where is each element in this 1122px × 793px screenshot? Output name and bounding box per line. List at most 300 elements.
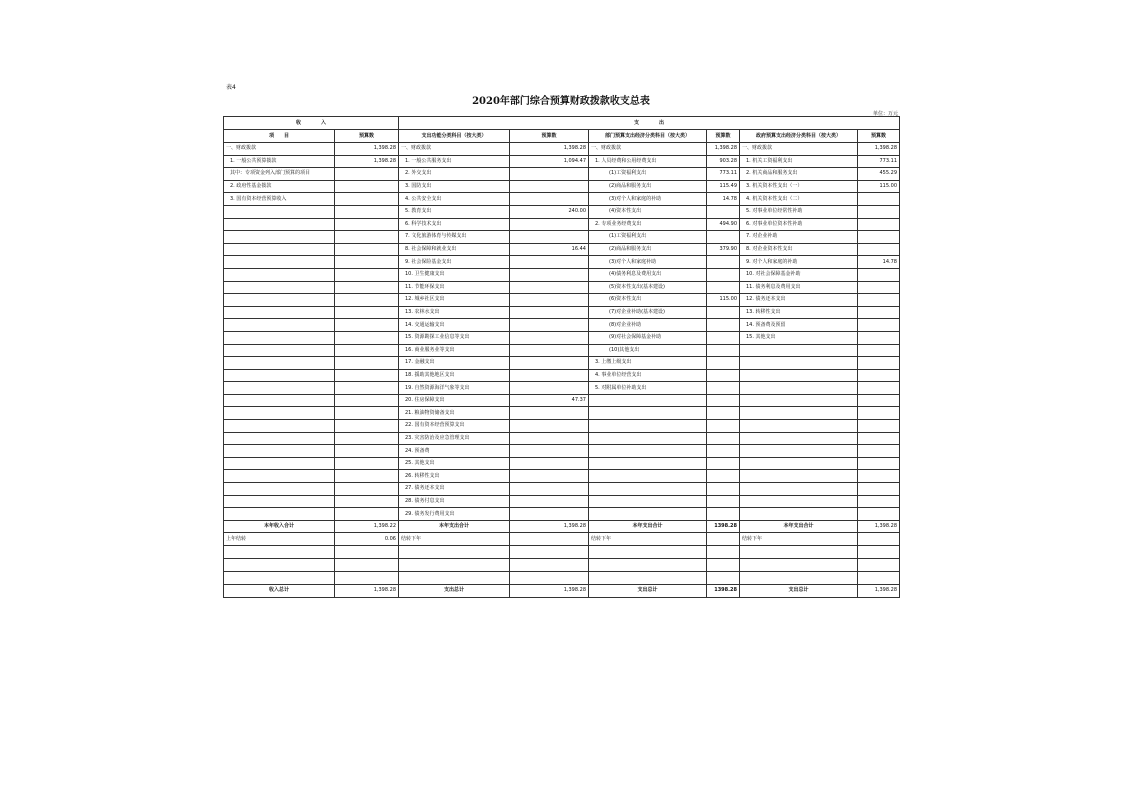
func-value <box>510 344 589 357</box>
gov-econ-value <box>858 470 900 483</box>
table-row <box>224 143 900 156</box>
func-item: 19. 自然资源海洋气象等支出 <box>399 382 510 395</box>
income-item <box>224 495 335 508</box>
income-item <box>224 369 335 382</box>
total-value: 1,398.28 <box>858 520 900 533</box>
income-item <box>224 432 335 445</box>
gov-econ-value <box>858 420 900 433</box>
table-row <box>224 369 900 382</box>
income-value <box>335 470 399 483</box>
dept-econ-value <box>707 483 740 496</box>
gov-econ-value: 455.29 <box>858 168 900 181</box>
dept-econ-value <box>707 344 740 357</box>
gov-econ-item <box>740 420 858 433</box>
func-value <box>510 483 589 496</box>
dept-econ-value: 115.49 <box>707 180 740 193</box>
income-item: 1. 一般公共预算拨款 <box>224 155 335 168</box>
dept-econ-item: (2)商品和服务支出 <box>589 180 707 193</box>
income-item <box>224 470 335 483</box>
table-tag: 表4 <box>226 84 236 91</box>
income-value <box>335 357 399 370</box>
func-item: 17. 金融支出 <box>399 357 510 370</box>
carry-label: 结转下年 <box>589 533 707 546</box>
func-value <box>510 457 589 470</box>
dept-econ-value <box>707 231 740 244</box>
income-item <box>224 218 335 231</box>
func-item: 一、财政拨款 <box>399 143 510 156</box>
table-row <box>224 281 900 294</box>
table-row <box>224 457 900 470</box>
table-row <box>224 155 900 168</box>
func-value: 1,398.28 <box>510 143 589 156</box>
dept-econ-item <box>589 407 707 420</box>
dept-econ-item <box>589 457 707 470</box>
income-value <box>335 420 399 433</box>
func-value <box>510 268 589 281</box>
income-item <box>224 205 335 218</box>
income-item: 一、财政拨款 <box>224 143 335 156</box>
total-label: 本年收入合计 <box>224 520 335 533</box>
income-value <box>335 407 399 420</box>
gov-econ-item: 15. 其他支出 <box>740 331 858 344</box>
table-row <box>224 268 900 281</box>
gov-econ-value: 773.11 <box>858 155 900 168</box>
income-value <box>335 432 399 445</box>
gov-econ-item: 11. 债务利息及费用支出 <box>740 281 858 294</box>
func-item: 15. 资源勘探工业信息等支出 <box>399 331 510 344</box>
func-item: 11. 节能环保支出 <box>399 281 510 294</box>
gov-econ-item <box>740 394 858 407</box>
func-value: 47.37 <box>510 394 589 407</box>
dept-econ-value: 903.28 <box>707 155 740 168</box>
income-value <box>335 268 399 281</box>
dept-econ-value <box>707 357 740 370</box>
func-value <box>510 193 589 206</box>
total-label: 本年支出合计 <box>740 520 858 533</box>
func-item: 23. 灾害防治及应急管理支出 <box>399 432 510 445</box>
gov-econ-value: 14.78 <box>858 256 900 269</box>
gov-econ-item: 5. 对事业单位经常性补助 <box>740 205 858 218</box>
gov-econ-item <box>740 369 858 382</box>
table-row <box>224 432 900 445</box>
dept-econ-item: 2. 专项业务经费支出 <box>589 218 707 231</box>
func-value <box>510 306 589 319</box>
income-item <box>224 256 335 269</box>
dept-econ-value <box>707 268 740 281</box>
grand-total-value: 1,398.28 <box>335 585 399 598</box>
dept-econ-value <box>707 445 740 458</box>
func-value <box>510 218 589 231</box>
income-value <box>335 281 399 294</box>
dept-econ-value <box>707 495 740 508</box>
income-item <box>224 319 335 332</box>
dept-econ-item <box>589 445 707 458</box>
dept-econ-item: (2)商品和服务支出 <box>589 243 707 256</box>
gov-econ-value <box>858 432 900 445</box>
blank-row <box>224 559 900 572</box>
func-value <box>510 508 589 521</box>
income-value <box>335 319 399 332</box>
table-row <box>224 420 900 433</box>
income-item <box>224 394 335 407</box>
group-header-row <box>224 117 900 130</box>
func-item: 5. 教育支出 <box>399 205 510 218</box>
dept-econ-item: (5)资本性支出(基本建设) <box>589 281 707 294</box>
func-item: 8. 社会保障和就业支出 <box>399 243 510 256</box>
table-row <box>224 256 900 269</box>
unit-label: 单位：万元 <box>872 111 898 117</box>
income-value <box>335 306 399 319</box>
income-value <box>335 180 399 193</box>
func-item: 10. 卫生健康支出 <box>399 268 510 281</box>
income-value <box>335 495 399 508</box>
table-row <box>224 180 900 193</box>
gov-econ-value <box>858 218 900 231</box>
gov-econ-item <box>740 483 858 496</box>
dept-econ-value <box>707 508 740 521</box>
budget-summary-table <box>223 116 900 598</box>
gov-econ-value <box>858 495 900 508</box>
dept-econ-value <box>707 205 740 218</box>
func-item: 22. 国有资本经营预算支出 <box>399 420 510 433</box>
blank-row <box>224 546 900 559</box>
income-value <box>335 243 399 256</box>
table-body <box>224 143 900 521</box>
income-value <box>335 205 399 218</box>
func-item: 25. 其他支出 <box>399 457 510 470</box>
carry-over-row <box>224 533 900 546</box>
carry-label: 结转下年 <box>399 533 510 546</box>
income-value <box>335 483 399 496</box>
func-value <box>510 495 589 508</box>
gov-econ-value <box>858 231 900 244</box>
func-value <box>510 432 589 445</box>
total-label: 本年支出合计 <box>399 520 510 533</box>
gov-econ-item <box>740 495 858 508</box>
table-row <box>224 470 900 483</box>
dept-econ-value: 379.90 <box>707 243 740 256</box>
total-value: 1,398.28 <box>510 520 589 533</box>
func-item: 7. 文化旅游体育与传媒支出 <box>399 231 510 244</box>
dept-econ-value: 773.11 <box>707 168 740 181</box>
dept-econ-item: (8)对企业补助 <box>589 319 707 332</box>
income-item: 3. 国有资本经营预算收入 <box>224 193 335 206</box>
dept-econ-value <box>707 470 740 483</box>
table-row <box>224 357 900 370</box>
budget-header: 预算数 <box>707 130 740 143</box>
gov-econ-item <box>740 457 858 470</box>
gov-econ-value <box>858 268 900 281</box>
dept-econ-item <box>589 420 707 433</box>
item-header: 项 目 <box>224 130 335 143</box>
expense-group-header: 支 出 <box>399 117 900 130</box>
carry-value: 0.06 <box>335 533 399 546</box>
income-item: 其中：专项资金列入部门预算的项目 <box>224 168 335 181</box>
table-row <box>224 168 900 181</box>
func-value <box>510 407 589 420</box>
gov-econ-item: 13. 转移性支出 <box>740 306 858 319</box>
dept-econ-value <box>707 457 740 470</box>
income-item <box>224 357 335 370</box>
func-item: 12. 城乡社区支出 <box>399 294 510 307</box>
gov-econ-value <box>858 457 900 470</box>
table-row <box>224 407 900 420</box>
income-item <box>224 243 335 256</box>
income-value <box>335 394 399 407</box>
dept-econ-item: 3. 上缴上级支出 <box>589 357 707 370</box>
dept-econ-value <box>707 432 740 445</box>
dept-econ-value <box>707 319 740 332</box>
dept-econ-category-header: 部门预算支出经济分类科目（按大类） <box>589 130 707 143</box>
dept-econ-value: 494.90 <box>707 218 740 231</box>
carry-value <box>707 533 740 546</box>
func-value <box>510 382 589 395</box>
dept-econ-item <box>589 508 707 521</box>
gov-econ-item: 6. 对事业单位资本性补助 <box>740 218 858 231</box>
dept-econ-value <box>707 382 740 395</box>
gov-econ-item: 8. 对企业资本性支出 <box>740 243 858 256</box>
func-value <box>510 445 589 458</box>
table-footer <box>224 520 900 597</box>
income-item <box>224 331 335 344</box>
income-value <box>335 193 399 206</box>
income-value <box>335 369 399 382</box>
income-group-header: 收 入 <box>224 117 399 130</box>
table-row <box>224 231 900 244</box>
income-value: 1,398.28 <box>335 155 399 168</box>
budget-header: 预算数 <box>335 130 399 143</box>
func-category-header: 支出功能分类科目（按大类） <box>399 130 510 143</box>
dept-econ-item: (9)对社会保障基金补助 <box>589 331 707 344</box>
grand-total-value: 1,398.28 <box>858 585 900 598</box>
gov-econ-value <box>858 394 900 407</box>
blank-row <box>224 572 900 585</box>
dept-econ-item: (1)工资福利支出 <box>589 231 707 244</box>
income-item <box>224 407 335 420</box>
dept-econ-item: 一、财政拨款 <box>589 143 707 156</box>
dept-econ-item: (4)债务利息及费用支出 <box>589 268 707 281</box>
func-item: 6. 科学技术支出 <box>399 218 510 231</box>
income-item <box>224 306 335 319</box>
func-value <box>510 294 589 307</box>
income-value <box>335 294 399 307</box>
func-item: 9. 社会保险基金支出 <box>399 256 510 269</box>
gov-econ-value <box>858 281 900 294</box>
grand-total-value: 1398.28 <box>707 585 740 598</box>
func-item: 29. 债务发行费用支出 <box>399 508 510 521</box>
income-value <box>335 344 399 357</box>
dept-econ-value <box>707 256 740 269</box>
gov-econ-value <box>858 357 900 370</box>
func-item: 20. 住房保障支出 <box>399 394 510 407</box>
dept-econ-value <box>707 306 740 319</box>
func-item: 2. 外交支出 <box>399 168 510 181</box>
func-item: 16. 商业服务业等支出 <box>399 344 510 357</box>
total-value: 1398.28 <box>707 520 740 533</box>
income-value <box>335 331 399 344</box>
dept-econ-value: 1,398.28 <box>707 143 740 156</box>
table-row <box>224 382 900 395</box>
table-row <box>224 394 900 407</box>
grand-total-label: 支出总计 <box>399 585 510 598</box>
gov-econ-item <box>740 407 858 420</box>
income-item <box>224 483 335 496</box>
grand-total-row <box>224 585 900 598</box>
gov-econ-item <box>740 508 858 521</box>
func-value <box>510 470 589 483</box>
income-value <box>335 382 399 395</box>
dept-econ-value <box>707 420 740 433</box>
gov-econ-item: 12. 债务还本支出 <box>740 294 858 307</box>
income-item: 2. 政府性基金拨款 <box>224 180 335 193</box>
table-row <box>224 218 900 231</box>
gov-econ-item: 9. 对个人和家庭的补助 <box>740 256 858 269</box>
income-value: 1,398.28 <box>335 143 399 156</box>
dept-econ-item: (10)其他支出 <box>589 344 707 357</box>
income-item <box>224 231 335 244</box>
dept-econ-value <box>707 394 740 407</box>
gov-econ-value <box>858 294 900 307</box>
income-item <box>224 294 335 307</box>
grand-total-label: 支出总计 <box>740 585 858 598</box>
func-value <box>510 168 589 181</box>
dept-econ-item <box>589 394 707 407</box>
gov-econ-item <box>740 382 858 395</box>
func-item: 21. 粮油物资储备支出 <box>399 407 510 420</box>
gov-econ-item <box>740 470 858 483</box>
dept-econ-value <box>707 407 740 420</box>
dept-econ-item <box>589 495 707 508</box>
carry-label: 上年结转 <box>224 533 335 546</box>
table-row <box>224 294 900 307</box>
table-row <box>224 445 900 458</box>
gov-econ-value <box>858 369 900 382</box>
gov-econ-item: 4. 机关资本性支出（二） <box>740 193 858 206</box>
table-row <box>224 483 900 496</box>
gov-econ-item: 2. 机关商品和服务支出 <box>740 168 858 181</box>
income-value <box>335 457 399 470</box>
gov-econ-value <box>858 319 900 332</box>
table-row <box>224 319 900 332</box>
carry-value <box>858 533 900 546</box>
budget-header: 预算数 <box>510 130 589 143</box>
table-row <box>224 306 900 319</box>
total-value: 1,398.22 <box>335 520 399 533</box>
func-item: 14. 交通运输支出 <box>399 319 510 332</box>
income-item <box>224 268 335 281</box>
func-value <box>510 231 589 244</box>
income-item <box>224 508 335 521</box>
gov-econ-value: 1,398.28 <box>858 143 900 156</box>
gov-econ-item <box>740 432 858 445</box>
dept-econ-item: 4. 事业单位经营支出 <box>589 369 707 382</box>
gov-econ-value <box>858 243 900 256</box>
table-row <box>224 495 900 508</box>
income-value <box>335 508 399 521</box>
func-item: 1. 一般公共服务支出 <box>399 155 510 168</box>
func-item: 3. 国防支出 <box>399 180 510 193</box>
gov-econ-item: 一、财政拨款 <box>740 143 858 156</box>
income-value <box>335 445 399 458</box>
gov-econ-value <box>858 445 900 458</box>
grand-total-value: 1,398.28 <box>510 585 589 598</box>
grand-total-label: 收入总计 <box>224 585 335 598</box>
func-value <box>510 357 589 370</box>
func-item: 26. 转移性支出 <box>399 470 510 483</box>
year-total-row <box>224 520 900 533</box>
dept-econ-value <box>707 281 740 294</box>
gov-econ-value <box>858 382 900 395</box>
gov-econ-value <box>858 331 900 344</box>
gov-econ-value <box>858 483 900 496</box>
gov-econ-value <box>858 344 900 357</box>
func-value <box>510 369 589 382</box>
dept-econ-item: (7)对企业补助(基本建设) <box>589 306 707 319</box>
dept-econ-item: (4)资本性支出 <box>589 205 707 218</box>
carry-value <box>510 533 589 546</box>
dept-econ-value: 14.78 <box>707 193 740 206</box>
dept-econ-item: (6)资本性支出 <box>589 294 707 307</box>
gov-econ-item <box>740 344 858 357</box>
table-row <box>224 331 900 344</box>
total-label: 本年支出合计 <box>589 520 707 533</box>
func-value <box>510 180 589 193</box>
income-item <box>224 382 335 395</box>
gov-econ-value <box>858 508 900 521</box>
dept-econ-value <box>707 369 740 382</box>
dept-econ-item <box>589 483 707 496</box>
income-item <box>224 445 335 458</box>
gov-econ-category-header: 政府预算支出经济分类科目（按大类） <box>740 130 858 143</box>
gov-econ-value <box>858 407 900 420</box>
income-value <box>335 168 399 181</box>
func-item: 27. 债务还本支出 <box>399 483 510 496</box>
table-row <box>224 243 900 256</box>
dept-econ-value <box>707 331 740 344</box>
func-item: 24. 预备费 <box>399 445 510 458</box>
column-header-row <box>224 130 900 143</box>
dept-econ-item <box>589 432 707 445</box>
func-item: 4. 公共安全支出 <box>399 193 510 206</box>
dept-econ-item: (3)对个人和家庭补助 <box>589 256 707 269</box>
gov-econ-item: 3. 机关资本性支出（一） <box>740 180 858 193</box>
table-row <box>224 508 900 521</box>
func-item: 18. 援助其他地区支出 <box>399 369 510 382</box>
gov-econ-item <box>740 445 858 458</box>
dept-econ-item: (3)对个人和家庭的补助 <box>589 193 707 206</box>
income-value <box>335 256 399 269</box>
income-value <box>335 231 399 244</box>
grand-total-label: 支出总计 <box>589 585 707 598</box>
budget-header: 预算数 <box>858 130 900 143</box>
gov-econ-value: 115.00 <box>858 180 900 193</box>
gov-econ-value <box>858 205 900 218</box>
income-item <box>224 420 335 433</box>
page-title: 2020年部门综合预算财政拨款收支总表 <box>472 96 650 107</box>
income-item <box>224 281 335 294</box>
income-item <box>224 457 335 470</box>
dept-econ-value: 115.00 <box>707 294 740 307</box>
func-value: 240.00 <box>510 205 589 218</box>
income-value <box>335 218 399 231</box>
func-item: 13. 农林水支出 <box>399 306 510 319</box>
income-item <box>224 344 335 357</box>
func-item: 28. 债务付息支出 <box>399 495 510 508</box>
func-value <box>510 331 589 344</box>
gov-econ-item: 10. 对社会保障基金补助 <box>740 268 858 281</box>
table-row <box>224 344 900 357</box>
func-value <box>510 319 589 332</box>
